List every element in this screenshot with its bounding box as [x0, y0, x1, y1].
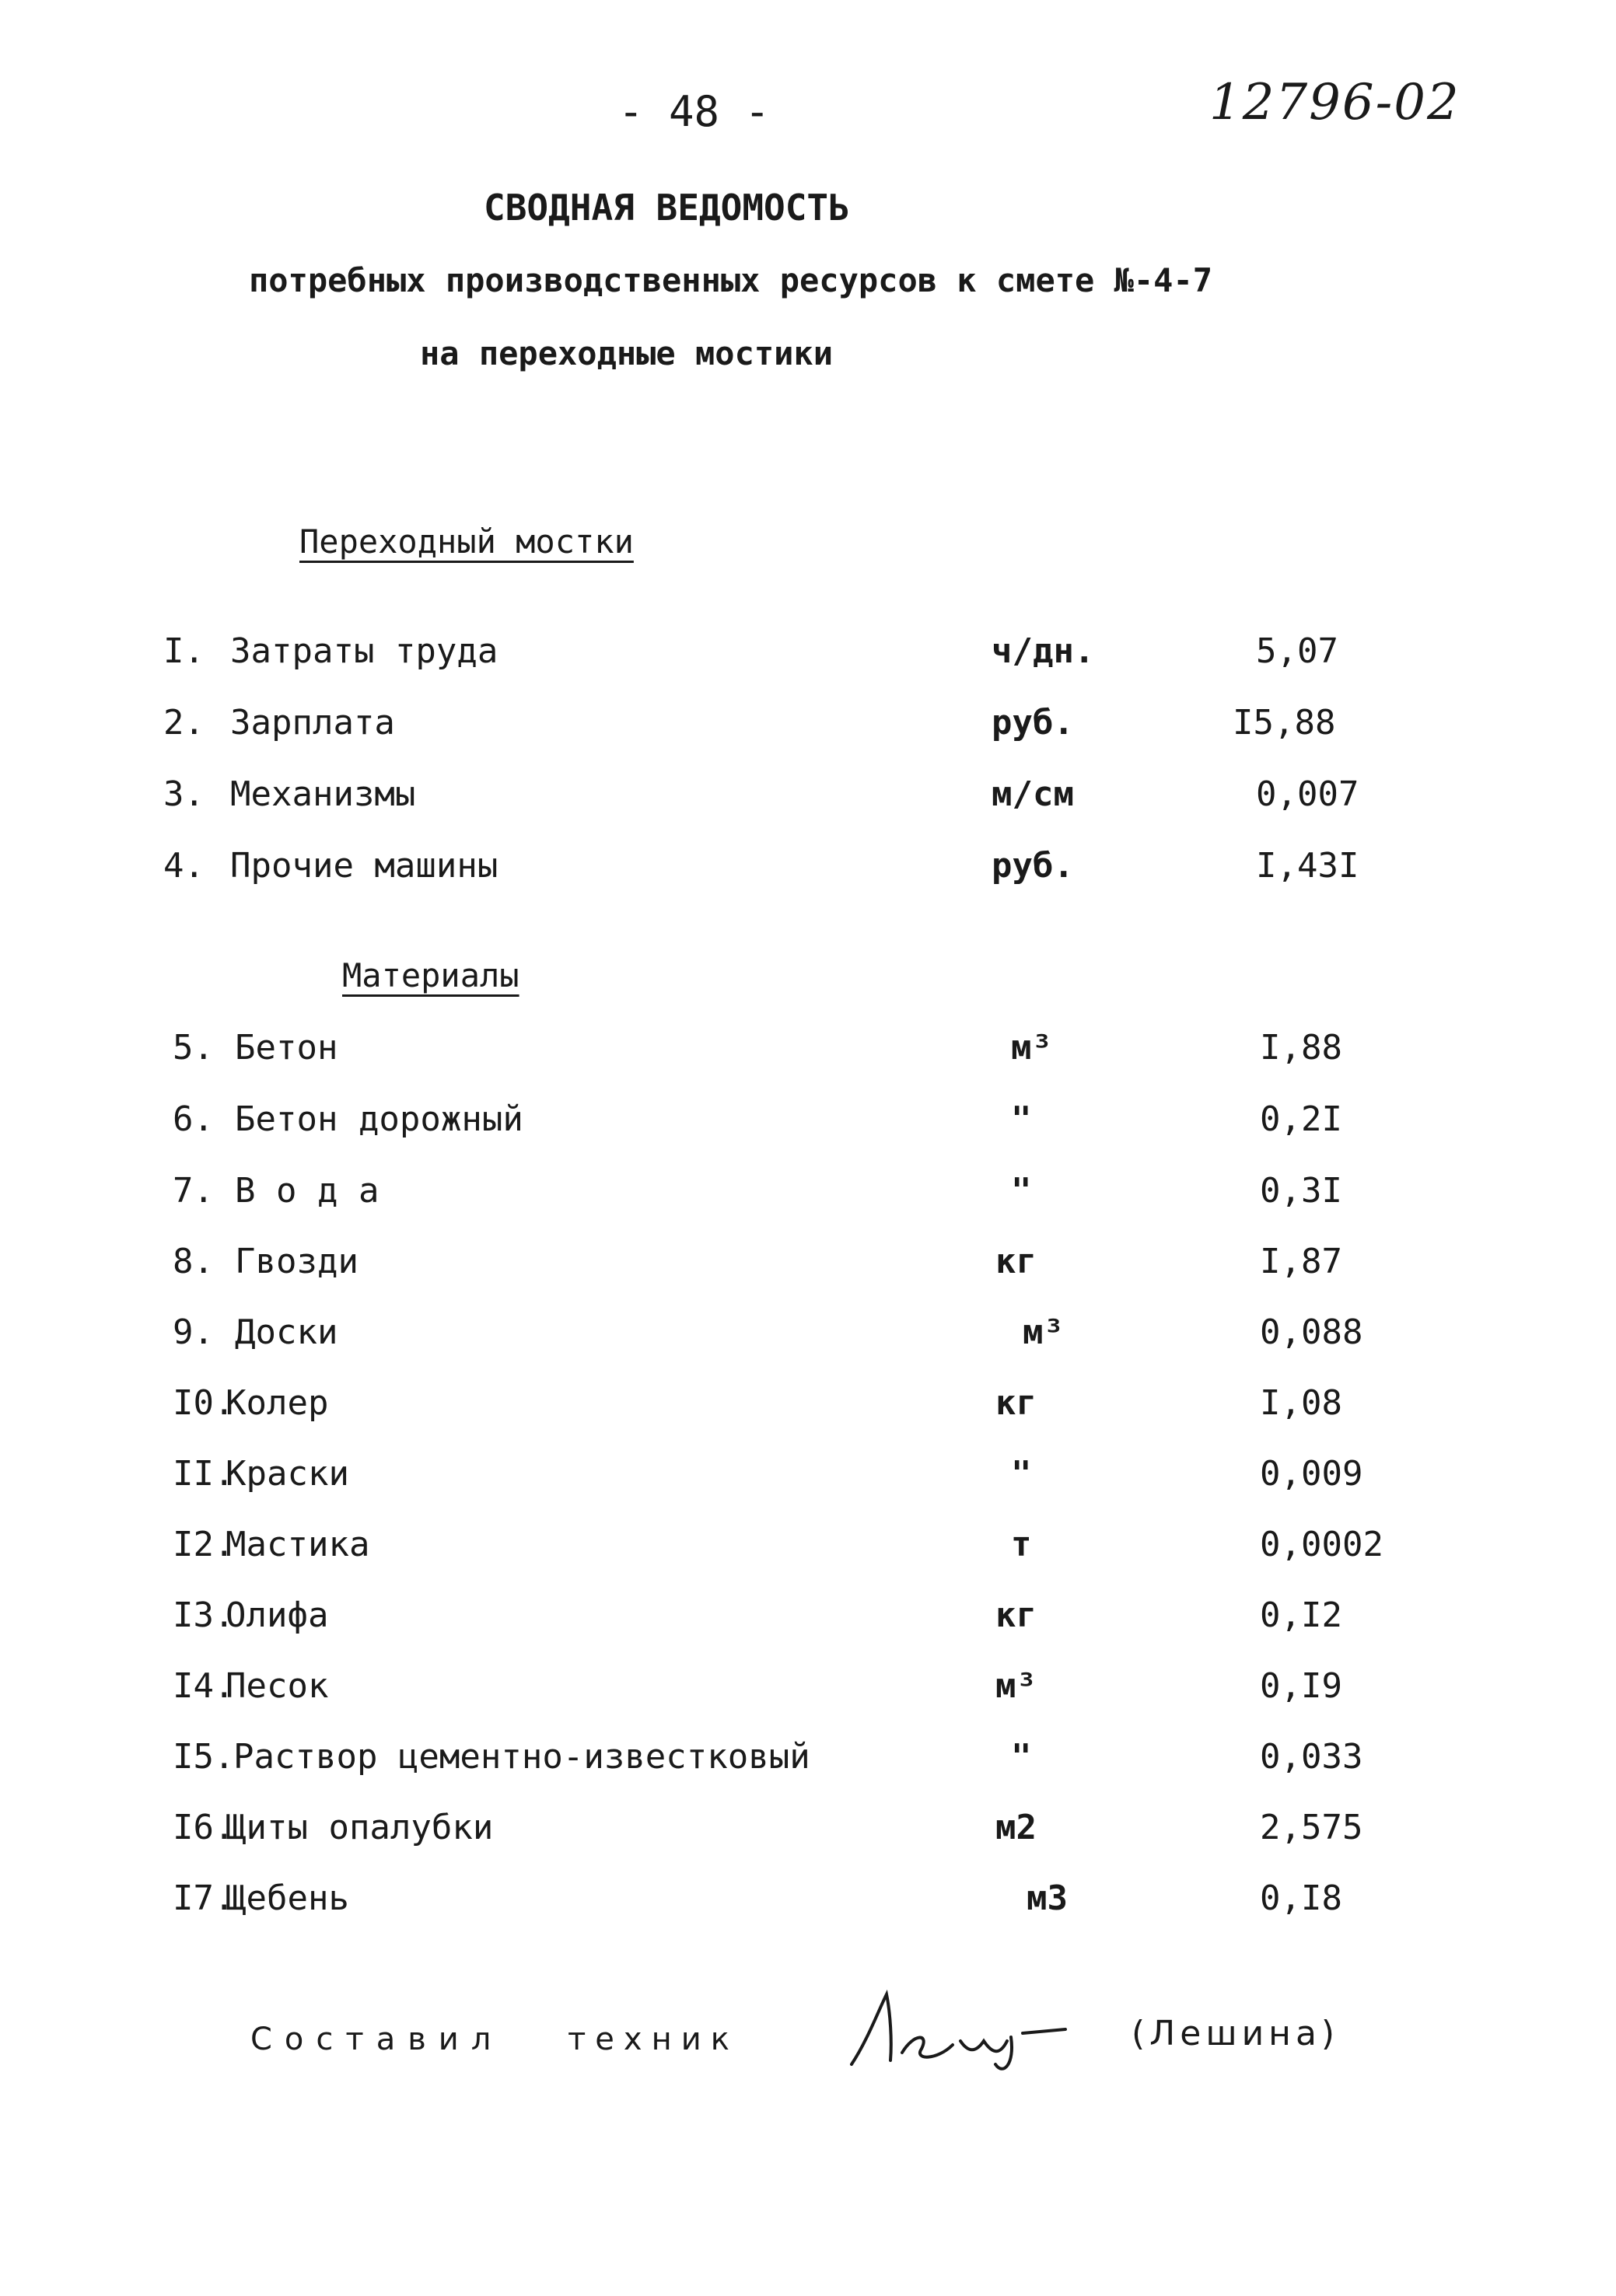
- page-number: - 48 -: [618, 87, 771, 136]
- row-unit: м³: [1011, 1028, 1052, 1068]
- row-name: Олифа: [226, 1595, 329, 1635]
- document-code: 12796-02: [1209, 74, 1460, 131]
- row-number: I5.: [173, 1737, 235, 1777]
- row-unit: т: [1011, 1525, 1032, 1564]
- table-row: [0, 631, 1616, 686]
- row-name: Доски: [235, 1312, 338, 1352]
- table-row: [0, 1737, 1616, 1791]
- row-name: Механизмы: [230, 774, 416, 814]
- table-row: [0, 1878, 1616, 1933]
- row-number: 5.: [173, 1028, 214, 1068]
- row-name: Зарплата: [230, 703, 395, 743]
- row-value: I,43I: [1256, 846, 1359, 886]
- row-value: 0,I9: [1260, 1666, 1342, 1706]
- row-number: I2.: [173, 1525, 235, 1564]
- section-heading-materials: Материалы: [342, 956, 519, 994]
- row-number: 6.: [173, 1099, 214, 1139]
- signer-name: (Лешина): [1132, 2014, 1340, 2053]
- row-name: Прочие машины: [230, 846, 498, 886]
- table-row: [0, 1028, 1616, 1082]
- row-value: I,88: [1260, 1028, 1342, 1068]
- table-row: [0, 846, 1616, 900]
- row-number: I7.: [173, 1878, 235, 1918]
- row-unit: ": [1011, 1454, 1032, 1494]
- row-name: Мастика: [226, 1525, 370, 1564]
- table-row: [0, 1171, 1616, 1225]
- row-number: I.: [163, 631, 205, 671]
- row-value: I5,88: [1233, 703, 1336, 743]
- row-name: Песок: [226, 1666, 329, 1706]
- row-value: 0,0002: [1260, 1525, 1383, 1564]
- row-unit: м/см: [992, 774, 1074, 814]
- row-number: 4.: [163, 846, 205, 886]
- table-row: [0, 1383, 1616, 1438]
- row-name: Щебень: [226, 1878, 349, 1918]
- row-unit: м2: [995, 1808, 1037, 1847]
- row-name: Затраты труда: [230, 631, 498, 671]
- row-unit: ": [1011, 1171, 1032, 1211]
- row-value: 0,033: [1260, 1737, 1363, 1777]
- row-value: 0,2I: [1260, 1099, 1342, 1139]
- row-unit: ": [1011, 1737, 1032, 1777]
- composed-by-label: Составил: [250, 2022, 504, 2057]
- signature-mark: [844, 1979, 1077, 2080]
- document-subtitle-line2: на переходные мостики: [420, 334, 834, 372]
- table-row: [0, 1525, 1616, 1579]
- row-value: 2,575: [1260, 1808, 1363, 1847]
- row-unit: ": [1011, 1099, 1032, 1139]
- row-unit: руб.: [992, 846, 1074, 886]
- row-number: I6.: [173, 1808, 235, 1847]
- table-row: [0, 1099, 1616, 1154]
- table-row: [0, 703, 1616, 757]
- row-number: 8.: [173, 1242, 214, 1281]
- row-unit: кг: [995, 1242, 1037, 1281]
- row-unit: ч/дн.: [992, 631, 1095, 671]
- document-title: СВОДНАЯ ВЕДОМОСТЬ: [484, 187, 850, 229]
- table-row: [0, 1242, 1616, 1296]
- row-number: 2.: [163, 703, 205, 743]
- table-row: [0, 1666, 1616, 1721]
- row-number: I0.: [173, 1383, 235, 1423]
- row-number: 3.: [163, 774, 205, 814]
- row-value: 0,007: [1256, 774, 1359, 814]
- row-name: Раствор цементно-известковый: [233, 1737, 810, 1777]
- row-name: Бетон дорожный: [235, 1099, 523, 1139]
- row-number: I4.: [173, 1666, 235, 1706]
- row-unit: кг: [995, 1383, 1037, 1423]
- table-row: [0, 1454, 1616, 1508]
- row-name: Колер: [226, 1383, 329, 1423]
- row-value: 0,088: [1260, 1312, 1363, 1352]
- row-unit: м³: [995, 1666, 1037, 1706]
- row-unit: м³: [1023, 1312, 1064, 1352]
- row-value: I,08: [1260, 1383, 1342, 1423]
- role-label: техник: [568, 2022, 739, 2057]
- table-row: [0, 1312, 1616, 1367]
- row-number: 9.: [173, 1312, 214, 1352]
- row-value: 5,07: [1256, 631, 1338, 671]
- table-row: [0, 774, 1616, 829]
- row-number: 7.: [173, 1171, 214, 1211]
- row-value: 0,I8: [1260, 1878, 1342, 1918]
- row-number: I3.: [173, 1595, 235, 1635]
- row-unit: руб.: [992, 703, 1074, 743]
- row-name: Щиты опалубки: [226, 1808, 494, 1847]
- section-heading-bridges: Переходный мостки: [299, 522, 634, 561]
- table-row: [0, 1808, 1616, 1862]
- row-value: I,87: [1260, 1242, 1342, 1281]
- row-value: 0,3I: [1260, 1171, 1342, 1211]
- row-value: 0,009: [1260, 1454, 1363, 1494]
- row-name: В о д а: [235, 1171, 380, 1211]
- row-name: Краски: [226, 1454, 349, 1494]
- row-name: Гвозди: [235, 1242, 359, 1281]
- row-number: II.: [173, 1454, 235, 1494]
- document-subtitle: потребных производственных ресурсов к смете №-4-7: [249, 261, 1213, 299]
- table-row: [0, 1595, 1616, 1650]
- row-value: 0,I2: [1260, 1595, 1342, 1635]
- row-unit: кг: [995, 1595, 1037, 1635]
- row-unit: м3: [1027, 1878, 1068, 1918]
- row-name: Бетон: [235, 1028, 338, 1068]
